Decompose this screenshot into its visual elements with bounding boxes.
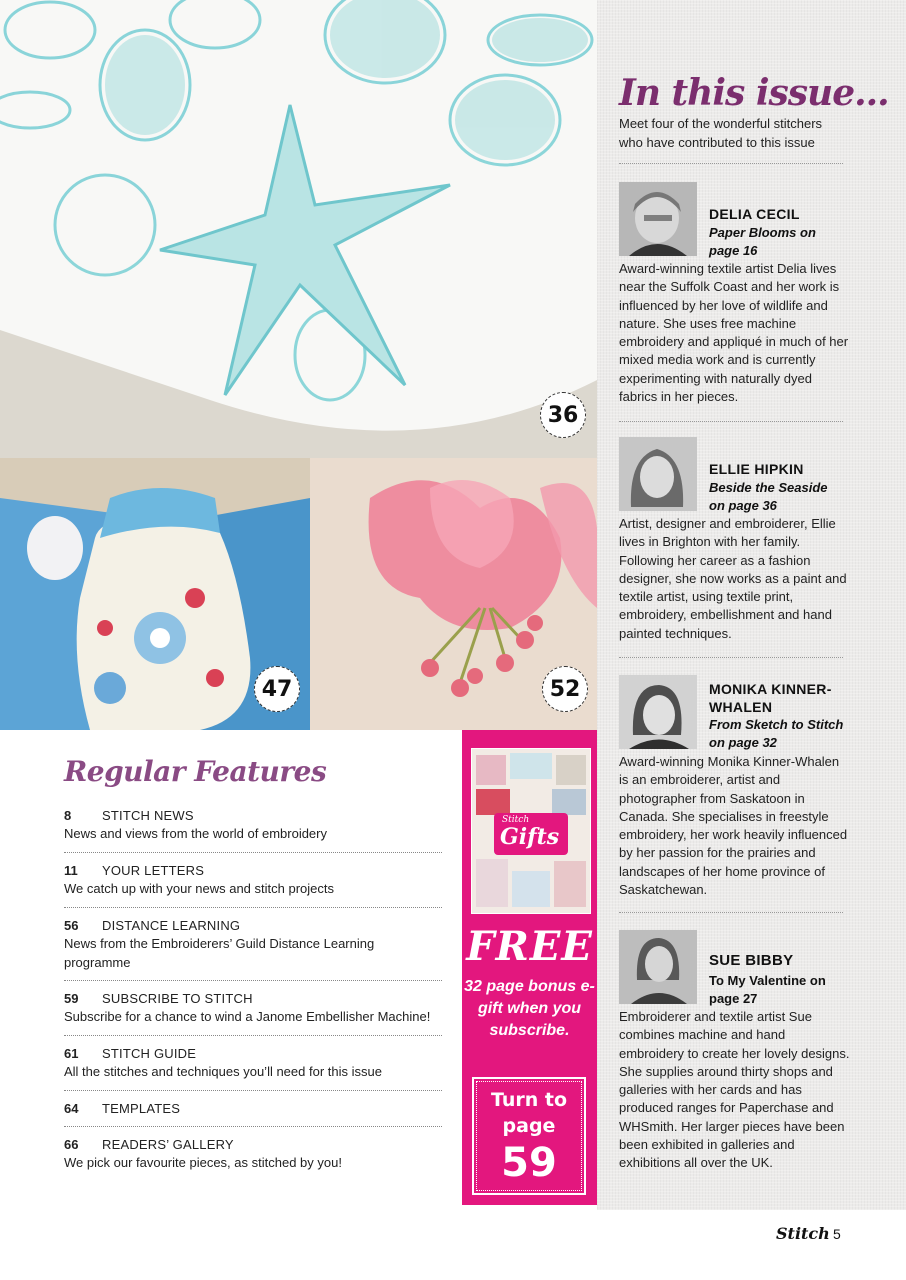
divider: [619, 421, 843, 422]
feature-item: [64, 917, 442, 972]
contributor-sue-bibby: [619, 930, 849, 1192]
page-number: 5: [833, 1226, 841, 1242]
contributor-bio: Embroiderer and textile artist Sue combines machine and hand embroidery to create her lovely designs. She supplies around thirty shops and galleries with her cards and has produced ranges for Paperchase and WHSmith. Her larger pieces have been been exhibited in galleries and exhibitions all over the UK.: [619, 1009, 850, 1171]
divider: [64, 852, 442, 853]
page-badge-36: 36: [540, 392, 586, 438]
promo-description: 32 page bonus e-gift when you subscribe.: [464, 978, 595, 1039]
feature-heading: YOUR LETTERS: [102, 863, 205, 878]
issue-intro: Meet four of the wonderful stitchers who have contributed to this issue: [619, 116, 823, 150]
feature-item: [64, 1136, 442, 1173]
feature-page-number: 61: [64, 1046, 79, 1061]
feature-page-number: 66: [64, 1137, 79, 1152]
contributor-bio: Award-winning textile artist Delia lives near the Suffolk Coast and her work is influenced by her love of wildlife and nature. She uses free machine embroidery and appliqué in much of her mixed media work and is currently experimenting with naturally dyed fabrics in her pieces.: [619, 261, 849, 405]
contributor-bio: Award-winning Monika Kinner-Whalen is an embroiderer, artist and photographer from Saskatoon in Canada. She specialises in freestyle embroidery, her work heavily influenced by her passion for the prairies and landscapes of her home province of Saskatchewan.: [619, 754, 848, 898]
feature-item: [64, 990, 442, 1027]
feature-item: [64, 807, 442, 844]
portrait-sue-bibby: [619, 930, 697, 1004]
contributor-ellie-hipkin: [619, 437, 849, 647]
contributor-article-ref: Paper Blooms on page 16: [709, 225, 816, 259]
regular-features-title: Regular Features: [64, 755, 327, 788]
divider: [619, 657, 843, 658]
divider: [64, 1126, 442, 1127]
feature-heading: TEMPLATES: [102, 1101, 181, 1116]
embroidered-bag-photo: [0, 458, 310, 730]
cover-brand: Stitch: [502, 815, 530, 825]
portrait-monika-kinner-whalen: [619, 675, 697, 749]
starfish-pillow-photo: [0, 0, 597, 458]
contributor-article-ref: From Sketch to Stitch on page 32: [709, 717, 844, 751]
divider: [619, 163, 843, 164]
free-headline: FREE: [466, 923, 593, 970]
contributor-name: ELLIE HIPKIN: [709, 461, 804, 477]
divider: [64, 1035, 442, 1036]
feature-description: All the stitches and techniques you’ll need for this issue: [64, 1064, 382, 1080]
issue-title: In this issue...: [619, 72, 889, 114]
contributor-name: MONIKA KINNER-WHALEN: [709, 681, 832, 715]
contributor-article-ref: Beside the Seaside on page 36: [709, 480, 828, 514]
contributor-monika-kinner-whalen: [619, 675, 849, 900]
feature-item: [64, 862, 442, 899]
feature-description: News and views from the world of embroidery: [64, 826, 327, 842]
turn-to-page-number: 59: [501, 1140, 557, 1186]
feature-heading: READERS’ GALLERY: [102, 1137, 234, 1152]
cover-title: Gifts: [500, 824, 560, 850]
contributor-bio: Artist, designer and embroiderer, Ellie lives in Brighton with her family. Following her career as a fashion designer, she now works as a paint and textile artist, using textile print, embroidery, embellishment and hand painted techniques.: [619, 516, 847, 641]
feature-page-number: 56: [64, 918, 79, 933]
page-badge-47: 47: [254, 666, 300, 712]
feature-item: [64, 1100, 442, 1118]
stitch-gifts-cover: [471, 748, 591, 914]
feature-heading: DISTANCE LEARNING: [102, 918, 241, 933]
feature-heading: STITCH NEWS: [102, 808, 194, 823]
divider: [64, 980, 442, 981]
portrait-ellie-hipkin: [619, 437, 697, 511]
ribbon-flower-photo: [310, 458, 597, 730]
turn-to-page-label: Turn to page: [490, 1089, 568, 1137]
divider: [64, 1090, 442, 1091]
feature-heading: STITCH GUIDE: [102, 1046, 197, 1061]
feature-page-number: 11: [64, 863, 78, 878]
contributor-article-ref: To My Valentine on page 27: [709, 973, 826, 1007]
feature-page-number: 64: [64, 1101, 79, 1116]
feature-page-number: 8: [64, 808, 72, 823]
page-badge-52: 52: [542, 666, 588, 712]
starfish-pillow-illustration: [0, 0, 597, 458]
contributor-name: DELIA CECIL: [709, 206, 800, 222]
divider: [64, 907, 442, 908]
footer-brand: Stitch: [776, 1224, 830, 1243]
feature-description: We catch up with your news and stitch projects: [64, 881, 334, 897]
portrait-delia-cecil: [619, 182, 697, 256]
feature-description: We pick our favourite pieces, as stitched by you!: [64, 1155, 342, 1171]
feature-page-number: 59: [64, 991, 79, 1006]
feature-description: News from the Embroiderers’ Guild Distance Learning programme: [64, 936, 375, 970]
feature-description: Subscribe for a chance to wind a Janome Embellisher Machine!: [64, 1009, 431, 1025]
contributor-name: SUE BIBBY: [709, 952, 794, 969]
feature-heading: SUBSCRIBE TO STITCH: [102, 991, 253, 1006]
divider: [619, 912, 843, 913]
feature-item: [64, 1045, 442, 1082]
contributor-delia-cecil: [619, 182, 849, 412]
